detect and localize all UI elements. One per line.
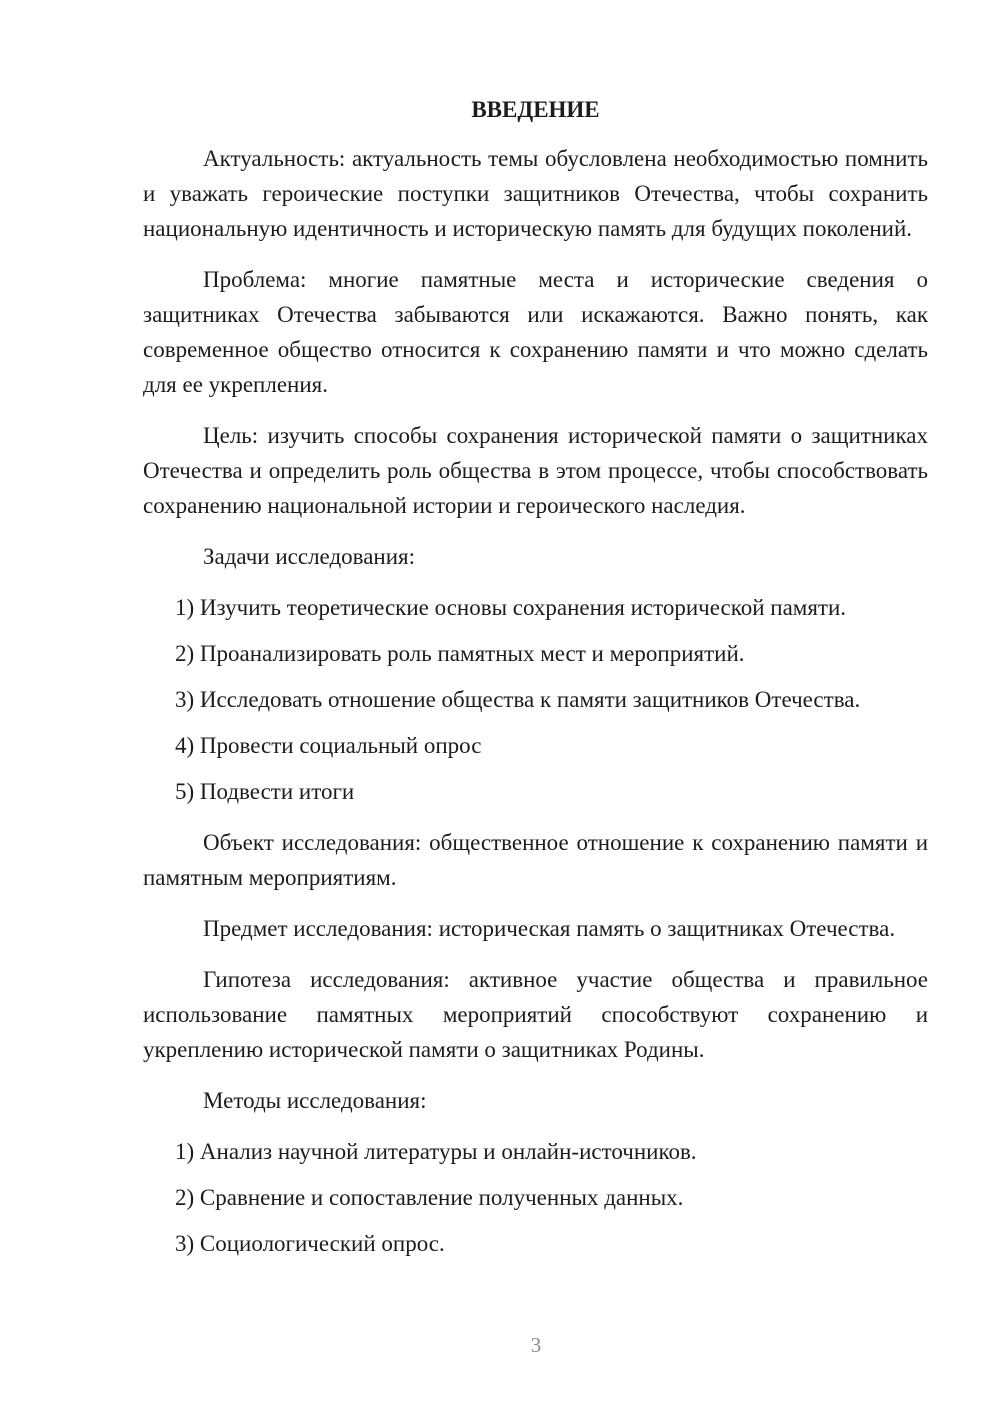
methods-label: Методы исследования: <box>203 1088 427 1113</box>
method-item: 1) Анализ научной литературы и онлайн-источников. <box>175 1139 697 1164</box>
page-number: 3 <box>530 1333 542 1357</box>
task-item: 5) Подвести итоги <box>175 779 355 804</box>
task-item: 4) Провести социальный опрос <box>175 733 482 758</box>
problem-paragraph: Проблема: многие памятные места и исторические сведения о защитниках Отечества забываются или искажаются. Важно понять, как современное общество относится к сохранению памяти и что можно сделать для ее укрепления. <box>143 267 928 397</box>
task-item: 2) Проанализировать роль памятных мест и мероприятий. <box>175 641 745 666</box>
method-item: 2) Сравнение и сопоставление полученных данных. <box>175 1185 684 1210</box>
task-item: 1) Изучить теоретические основы сохранения исторической памяти. <box>175 595 847 620</box>
tasks-label: Задачи исследования: <box>203 544 416 569</box>
object-paragraph: Объект исследования: общественное отношение к сохранению памяти и памятным мероприятиям. <box>143 830 928 890</box>
goal-paragraph: Цель: изучить способы сохранения исторической памяти о защитниках Отечества и определить роль общества в этом процессе, чтобы способствовать сохранению национальной истории и героического наследия. <box>143 423 928 518</box>
subject-paragraph: Предмет исследования: историческая память о защитниках Отечества. <box>203 916 896 941</box>
methods-list <box>143 1134 928 1261</box>
task-item: 3) Исследовать отношение общества к памяти защитников Отечества. <box>175 687 861 712</box>
page-content <box>143 92 928 1272</box>
relevance-paragraph: Актуальность: актуальность темы обусловлена необходимостью помнить и уважать героические поступки защитников Отечества, чтобы сохранить национальную идентичность и историческую память для будущих поколений. <box>143 146 928 241</box>
method-item: 3) Социологический опрос. <box>175 1231 445 1256</box>
hypothesis-paragraph: Гипотеза исследования: активное участие общества и правильное использование памятных мероприятий способствуют сохранению и укреплению исторической памяти о защитниках Родины. <box>143 967 928 1062</box>
section-title: ВВЕДЕНИЕ <box>471 97 600 122</box>
tasks-list <box>143 590 928 809</box>
